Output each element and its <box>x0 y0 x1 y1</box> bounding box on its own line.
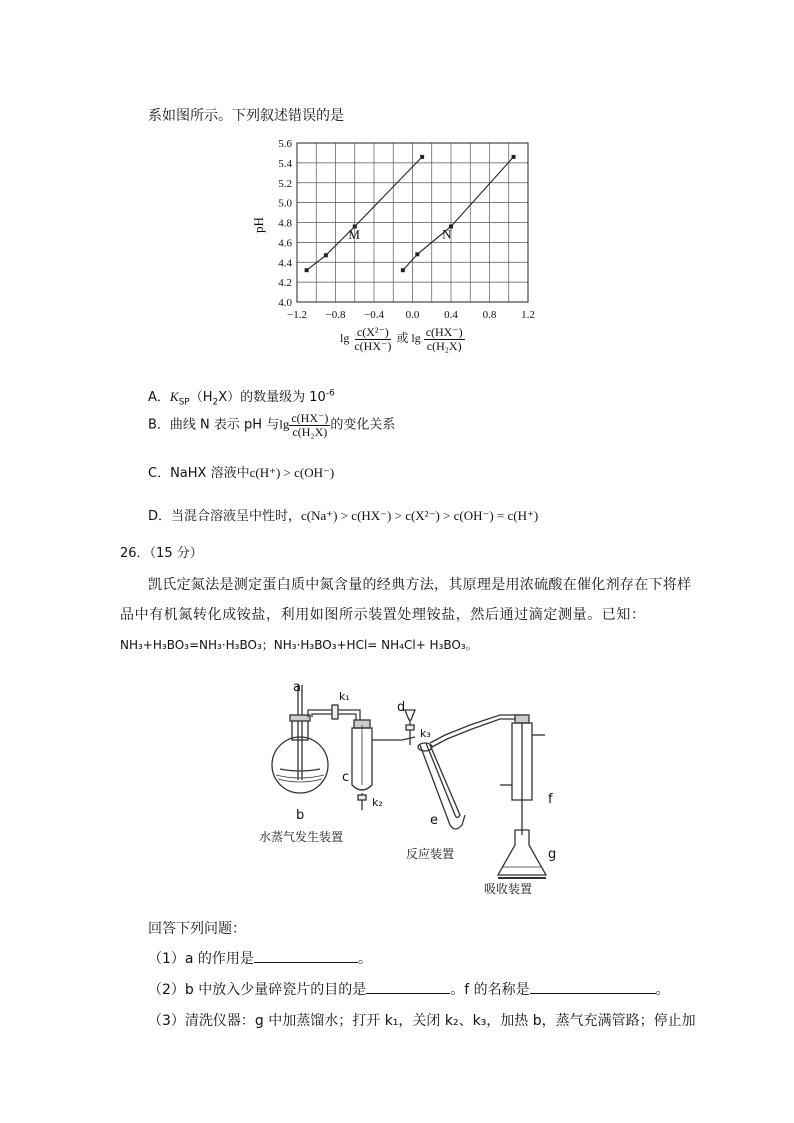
data-point-M <box>305 268 309 272</box>
label-a: a <box>293 680 301 695</box>
valve-k1 <box>332 705 338 719</box>
question-3: （3）清洗仪器：g 中加蒸馏水；打开 k₁，关闭 k₂、k₃，加热 b，蒸气充满管路；停止加 <box>148 1013 696 1029</box>
y-tick-label: 5.4 <box>278 157 292 170</box>
series-line-N <box>403 157 514 270</box>
y-tick-labels <box>278 138 292 309</box>
y-tick-label: 4.6 <box>278 237 292 250</box>
x-label-den1: c(HX⁻) <box>354 338 392 353</box>
data-point-N <box>512 155 516 159</box>
x-label-lg2: lg <box>411 330 421 345</box>
option-b: B．曲线 N 表示 pH 与lg $\frac{c(HX^-)}{\text{c(H₂X)}}$ 的变化关系 <box>148 411 396 439</box>
x-axis-label <box>340 326 465 352</box>
flask-g <box>498 830 546 875</box>
x-label-num1: c(X²⁻) <box>356 325 389 339</box>
intro-text: 系如图所示。下列叙述错误的是 <box>148 108 344 124</box>
y-tick-label: 4.2 <box>278 277 292 290</box>
series-label-N: N <box>442 226 452 242</box>
label-e: e <box>430 813 438 828</box>
series-label-M: M <box>348 226 360 242</box>
x-tick-label: 0.8 <box>482 309 497 321</box>
label-d: d <box>397 700 406 715</box>
q26-para2: 品中有机氮转化成铵盐，利用如图所示装置处理铵盐，然后通过滴定测量。已知： <box>120 607 646 623</box>
q26-number: 26．（15 分） <box>120 546 203 561</box>
x-label-or: 或 <box>396 330 409 345</box>
funnel-d <box>405 710 415 720</box>
label-b: b <box>296 808 305 823</box>
label-k3: k₃ <box>420 727 431 740</box>
data-point-N <box>415 252 419 256</box>
x-tick-label: 0.0 <box>405 309 420 321</box>
answer-blank-2a[interactable] <box>366 981 450 994</box>
questions-intro: 回答下列问题： <box>148 921 246 937</box>
x-label-num2: c(HX⁻) <box>425 325 463 339</box>
caption-absorption: 吸收装置 <box>484 882 533 896</box>
label-f: f <box>548 792 553 807</box>
x-label-lg: lg <box>340 330 350 345</box>
option-d: D．当混合溶液呈中性时，c(Na⁺) > c(HX⁻) > c(X²⁻) > c(OH⁻) = c(H⁺) <box>148 508 539 524</box>
x-label-den2: c(H₂X) <box>426 338 462 353</box>
data-point-M <box>324 253 328 257</box>
q26-para1: 凯氏定氮法是测定蛋白质中氮含量的经典方法，其原理是用浓硫酸在催化剂存在下将样 <box>148 577 692 593</box>
q26-equations: NH₃+H₃BO₃=NH₃·H₃BO₃；NH₃·H₃BO₃+HCl= NH₄Cl+ H₃BO₃。 <box>120 638 478 652</box>
label-k2: k₂ <box>372 796 383 809</box>
question-2: （2）b 中放入少量碎瓷片的目的是 。f 的名称是 。 <box>148 982 670 998</box>
y-tick-label: 4.0 <box>278 297 292 309</box>
y-tick-label: 4.8 <box>278 217 292 230</box>
y-tick-label: 5.6 <box>278 138 292 150</box>
x-tick-label: −1.2 <box>287 309 307 321</box>
label-c: c <box>342 770 350 785</box>
label-g: g <box>548 847 557 862</box>
caption-steam-generator: 水蒸气发生装置 <box>259 830 344 844</box>
option-c: C．NaHX 溶液中c(H⁺) > c(OH⁻) <box>148 465 335 481</box>
x-tick-labels <box>287 309 535 321</box>
x-tick-label: −0.8 <box>325 309 346 321</box>
flask-b <box>272 737 328 793</box>
data-point-M <box>420 155 424 159</box>
x-tick-label: −0.4 <box>364 309 384 321</box>
answer-blank-2b[interactable] <box>530 981 656 994</box>
y-tick-label: 4.4 <box>278 257 292 270</box>
data-point-N <box>401 268 405 272</box>
x-tick-label: 1.2 <box>521 309 535 321</box>
chart-series <box>305 155 516 272</box>
apparatus-diagram <box>250 665 570 900</box>
y-tick-label: 5.2 <box>278 177 292 190</box>
y-axis-label: pH <box>251 217 266 233</box>
y-tick-label: 5.0 <box>278 197 292 210</box>
question-1: （1）a 的作用是 。 <box>148 951 372 967</box>
valve-k3 <box>406 725 414 730</box>
x-tick-label: 0.4 <box>444 309 458 321</box>
answer-blank-1[interactable] <box>254 950 358 963</box>
option-a: A．$K_{SP}(H_2X)$的数量级为 $10^{-6}$ <box>148 388 335 408</box>
label-k1: k₁ <box>339 690 350 703</box>
caption-reaction: 反应装置 <box>406 847 455 861</box>
series-line-M <box>307 157 423 270</box>
